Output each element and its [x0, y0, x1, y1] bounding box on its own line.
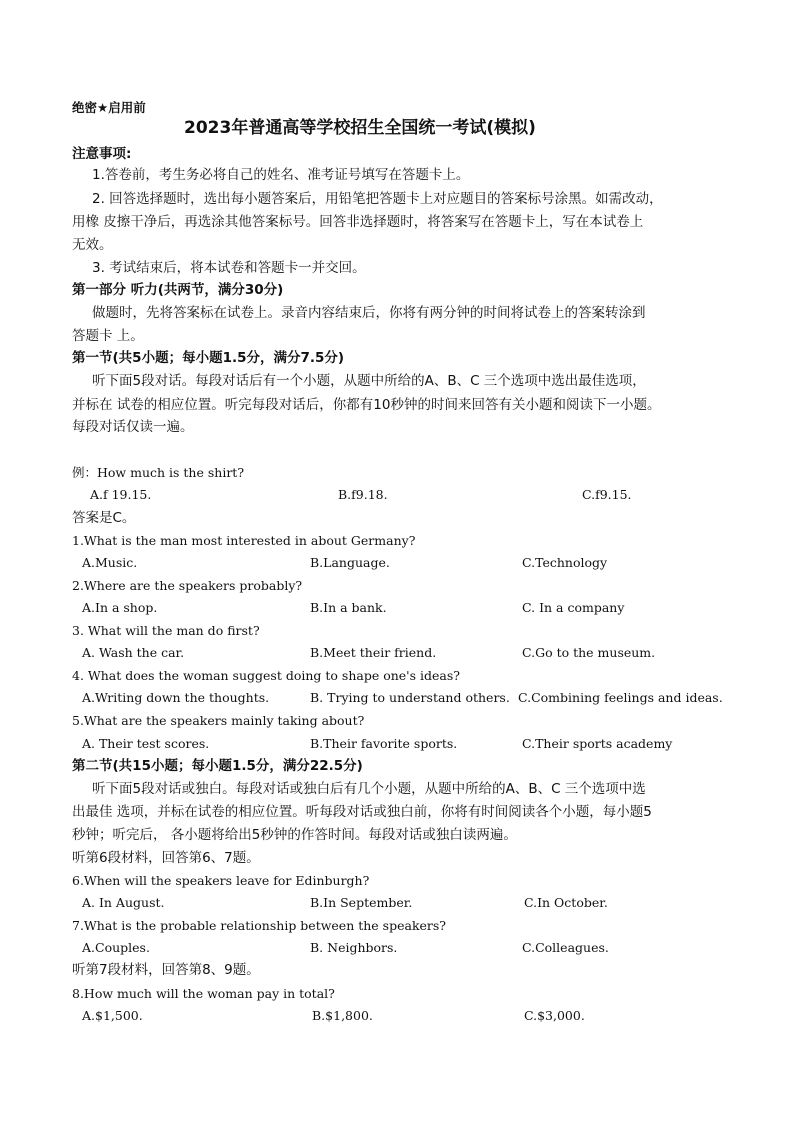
- notice-item-2-line-2: 用橡 皮擦干净后，再选涂其他答案标号。回答非选择题时，将答案写在答题卡上，写在本试卷上: [72, 214, 644, 230]
- question-5-option-c: C.Their sports academy: [522, 736, 673, 751]
- question-3: 3. What will the man do first?: [72, 623, 260, 638]
- section2-intro-line-3: 秒钟；听完后， 各小题将给出5秒钟的作答时间。每段对话或独白读两遍。: [72, 827, 517, 843]
- question-1: 1.What is the man most interested in about Germany?: [72, 533, 416, 548]
- example-option-a: A.f 19.15.: [90, 487, 152, 502]
- notice-heading: 注意事项:: [72, 146, 132, 162]
- question-1-option-c: C.Technology: [522, 555, 608, 570]
- section1-intro-line-3: 每段对话仅读一遍。: [72, 419, 194, 435]
- notice-item-2-line-1: 2. 回答选择题时，选出每小题答案后，用铅笔把答题卡上对应题目的答案标号涂黑。如需改动，: [92, 191, 663, 207]
- section1-intro-line-2: 并标在 试卷的相应位置。听完每段对话后，你都有10秒钟的时间来回答有关小题和阅读下一小题。: [72, 397, 661, 413]
- question-8-option-b: B.$1,800.: [312, 1008, 373, 1023]
- part1-heading: 第一部分 听力(共两节，满分30分): [72, 282, 284, 298]
- section2-intro-line-2: 出最佳 选项，并标在试卷的相应位置。听每段对话或独白前，你将有时间阅读各个小题，每小题5: [72, 804, 652, 820]
- question-8: 8.How much will the woman pay in total?: [72, 986, 335, 1001]
- part1-intro-line-1: 做题时，先将答案标在试卷上。录音内容结束后，你将有两分钟的时间将试卷上的答案转涂到: [92, 305, 646, 321]
- example-option-c: C.f9.15.: [582, 487, 632, 502]
- example-option-b: B.f9.18.: [338, 487, 388, 502]
- question-4-option-a: A.Writing down the thoughts.: [82, 690, 270, 705]
- question-8-option-c: C.$3,000.: [524, 1008, 585, 1023]
- question-3-option-b: B.Meet their friend.: [310, 645, 437, 660]
- example-answer: 答案是C。: [72, 510, 136, 526]
- question-4: 4. What does the woman suggest doing to shape one's ideas?: [72, 668, 460, 683]
- section2-intro-line-1: 听下面5段对话或独白。每段对话或独白后有几个小题，从题中所给的A、B、C 三个选项中选: [92, 781, 646, 797]
- material-7-heading: 听第7段材料，回答第8、9题。: [72, 962, 260, 978]
- question-7-option-b: B. Neighbors.: [310, 940, 398, 955]
- example-question: 例：How much is the shirt?: [72, 465, 245, 480]
- notice-item-2-line-3: 无效。: [72, 237, 113, 253]
- material-6-heading: 听第6段材料，回答第6、7题。: [72, 850, 260, 866]
- question-4-option-b: B. Trying to understand others.: [310, 690, 510, 705]
- question-1-option-b: B.Language.: [310, 555, 390, 570]
- section1-intro-line-1: 听下面5段对话。每段对话后有一个小题，从题中所给的A、B、C 三个选项中选出最佳选项，: [92, 373, 646, 389]
- question-1-option-a: A.Music.: [82, 555, 138, 570]
- part1-intro-line-2: 答题卡 上。: [72, 328, 144, 344]
- question-6: 6.When will the speakers leave for Edinburgh?: [72, 873, 370, 888]
- question-5: 5.What are the speakers mainly taking about?: [72, 713, 365, 728]
- question-2-option-a: A.In a shop.: [82, 600, 158, 615]
- section1-heading: 第一节(共5小题；每小题1.5分，满分7.5分): [72, 350, 345, 366]
- question-4-option-c: C.Combining feelings and ideas.: [518, 690, 723, 705]
- question-6-option-b: B.In September.: [310, 895, 413, 910]
- question-5-option-a: A. Their test scores.: [82, 736, 210, 751]
- question-5-option-b: B.Their favorite sports.: [310, 736, 458, 751]
- section2-heading: 第二节(共15小题；每小题1.5分，满分22.5分): [72, 758, 363, 774]
- question-2: 2.Where are the speakers probably?: [72, 578, 303, 593]
- question-6-option-c: C.In October.: [524, 895, 608, 910]
- notice-item-3: 3. 考试结束后，将本试卷和答题卡一并交回。: [92, 260, 366, 276]
- question-3-option-a: A. Wash the car.: [82, 645, 185, 660]
- question-6-option-a: A. In August.: [82, 895, 165, 910]
- question-7: 7.What is the probable relationship between the speakers?: [72, 918, 447, 933]
- question-2-option-b: B.In a bank.: [310, 600, 387, 615]
- question-2-option-c: C. In a company: [522, 600, 625, 615]
- question-7-option-a: A.Couples.: [82, 940, 150, 955]
- secret-mark: 绝密★启用前: [72, 100, 146, 115]
- question-7-option-c: C.Colleagues.: [522, 940, 609, 955]
- question-8-option-a: A.$1,500.: [82, 1008, 143, 1023]
- question-3-option-c: C.Go to the museum.: [522, 645, 656, 660]
- page-title: 2023年普通高等学校招生全国统一考试(模拟): [184, 118, 536, 138]
- notice-item-1: 1.答卷前，考生务必将自己的姓名、准考证号填写在答题卡上。: [92, 167, 470, 183]
